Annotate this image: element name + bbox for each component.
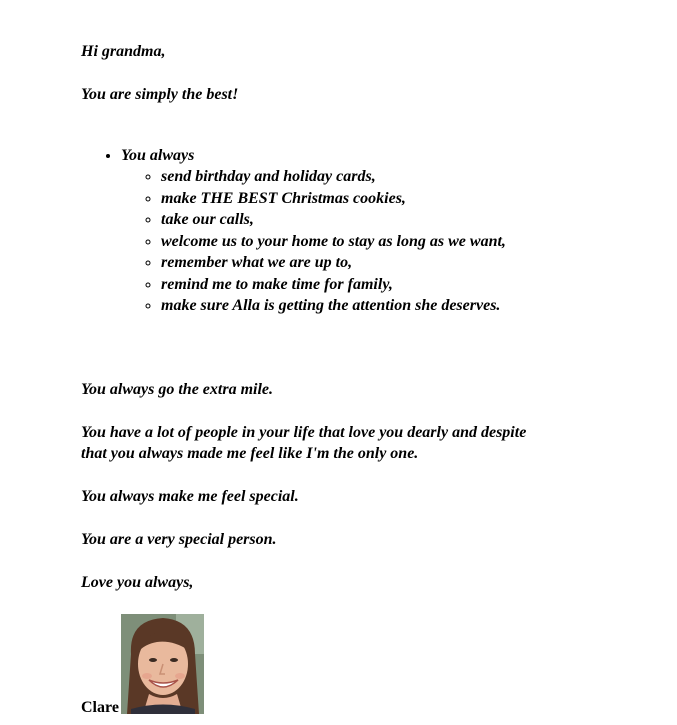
lots-of-people-paragraph: You have a lot of people in your life that love you dearly and despite that you always made me feel like I'm the only one. [81, 423, 527, 462]
list-lead-text: You always [121, 146, 195, 164]
signature-block [81, 614, 204, 714]
list-item: ◦ send birthday and holiday cards, [161, 166, 641, 188]
intro-line: You are simply the best! [81, 86, 239, 103]
letter-body [81, 41, 641, 594]
list-item: ◦ welcome us to your home to stay as long as we want, [161, 231, 641, 253]
special-person-paragraph: You are a very special person. [81, 531, 277, 548]
list-lead-item [121, 145, 641, 317]
you-always-list [81, 145, 641, 317]
you-always-sublist [121, 166, 641, 317]
closing-line: Love you always, [81, 574, 194, 591]
extra-mile-paragraph: You always go the extra mile. [81, 380, 273, 398]
feel-special-paragraph: You always make me feel special. [81, 488, 299, 505]
signature-name: Clare [81, 699, 119, 716]
portrait-image [121, 614, 204, 714]
list-item: ◦ make THE BEST Christmas cookies, [161, 188, 641, 210]
list-item: ◦ remember what we are up to, [161, 252, 641, 274]
signature-photo [121, 614, 204, 714]
list-item: ◦ take our calls, [161, 209, 641, 231]
list-item: ◦ make sure Alla is getting the attention she deserves. [161, 295, 641, 317]
greeting: Hi grandma, [81, 43, 166, 60]
list-item: ◦ remind me to make time for family, [161, 274, 641, 296]
